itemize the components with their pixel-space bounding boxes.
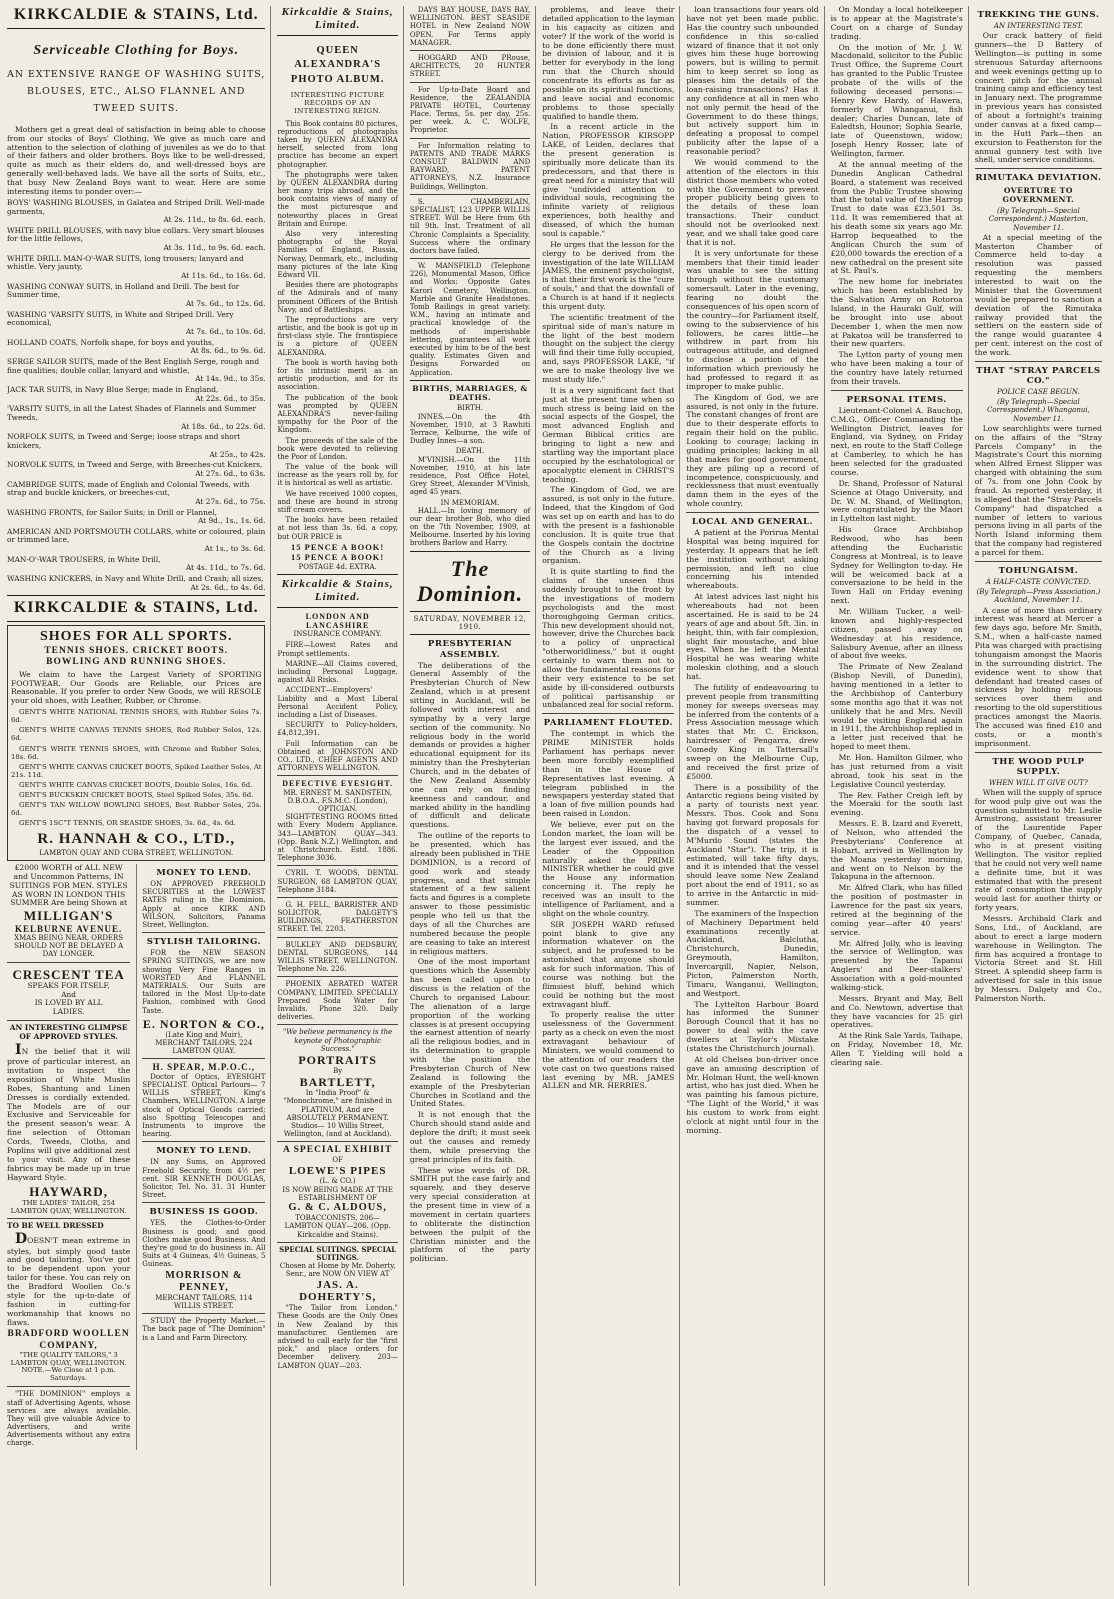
item-price: At 11s. 6d., to 16s. 6d. [181, 271, 266, 281]
item-name: WHITE DRILL BLOUSES, with navy blue collars. Very smart blouses for the little fellows, [7, 225, 265, 244]
parliament-flouted-article [542, 730, 674, 1091]
c1-spear-text: Doctor of Optics, EYESIGHT SPECIALIST. Optical Parlours— 7 WILLIS STREET, King's Chambers, WELLINGTON. A large stock of Optical Goods carried; also Spotting Telescopes and Instruments to improve the hearing. [142, 1072, 266, 1139]
insurance-item: ACCIDENT—Employers' Liability and a Most Liberal Personal Accident Policy, including a List of Diseases. [277, 686, 398, 719]
guns-text: Our crack battery of field gunners—the D Battery of Wellington—is putting in some strenuous Saturday afternoons and week evenings getting up to concert pitch for the annual training camp and efficiency test in January next. The programme in previous years has consisted of about a fortnight's training under canvas at a fixed camp—in the Hutt Park—then an excursion to Featherston for the annual gunnery test with live shell, under service conditions. [974, 31, 1103, 165]
zealandia-advert: For Up-to-Date Board and Residence, the ZEALANDIA PRIVATE HOTEL, Courtenay Place. Terms, 5s. per day, 25s. per week. A. C. WOLFE, Proprietor. [409, 85, 531, 135]
c1-money-label: MONEY TO LEND. [156, 867, 252, 878]
bradford-address: "THE QUALITY TAILORS," 3 LAMBTON QUAY, WELLINGTON. NOTE.—We Close at 1 p.m. Saturdays. [10, 1350, 127, 1383]
hayward-address: THE LADIES' TAILOR, 254 LAMBTON QUAY, WELLINGTON. [10, 1198, 127, 1215]
shoe-item: GENT'S TAN WILLOW BOWLING SHOES, Best Rubber Soles, 25s. 6d. [11, 801, 262, 818]
fell-solicitor: G. H. FELL, BARRISTER AND SOLICITOR, DALGETY'S BUILDINGS, FEATHERSTON STREET. Tel. 2203. [277, 900, 398, 934]
c1-morrison-name: MORRISON & PENNEY, [165, 1270, 243, 1294]
item-name: HOLLAND COATS, Norfolk shape, for boys and youths, [7, 337, 215, 347]
births-head: BIRTHS, MARRIAGES, & DEATHS. [412, 383, 528, 402]
c1-tailoring-label: STYLISH TAILORING. [146, 937, 261, 948]
insurance-items [277, 641, 397, 772]
bartlett-name: BARTLETT, [299, 1075, 376, 1090]
article-paragraph: problems, and leave their detailed application to the layman in his capacity as citizen and voter? If the work of the world is to be done efficiently there must be division of labour, and it is better for everybody in the long run that the Church should concentrate its efforts as far as possible on its spiritual functions, and leave social and economic problems to those specially qualified to handle them. [542, 6, 675, 121]
kirkcaldie-brand: KIRKCALDIE & STAINS, Ltd. [13, 6, 259, 23]
personal-item: The Rev. Father Creigh left by the Moeraki for the south last evening. [830, 790, 963, 818]
price-list-item [7, 433, 265, 459]
item-name: WHITE DRILL MAN-O'-WAR SUITS, long trousers; lanyard and whistle. Very jaunty, [7, 253, 244, 272]
clothing-price-list [7, 199, 265, 593]
price-list-item [7, 283, 265, 309]
crescent-line-2: And [61, 989, 77, 999]
wood-pulp-text: When will the supply of spruce for wood pulp give out was the question submitted to Mr. Leslie Armstrong, assistant treasurer of the Laurentide Paper Company, of Quebec, Canada, who is at present visiting Wellington. The visitor replied that he could not very well name a definite time, but it was estimated that with the present rate of consumption the supply would last for another thirty or forty years. [974, 787, 1103, 913]
column-5 [686, 6, 824, 1586]
local-item: At the annual meeting of the Dunedin Anglican Cathedral Board, a statement was received from the Public Trustee showing that the total value of the Harrop Trust to date was £23,501 3s. 11d. It was remembered that at his death some six years ago Mr. Harrop bequeathed to the Anglican Church the sum of £20,000 towards the erection of a new cathedral on the present site at St. Paul's. [830, 159, 963, 276]
article-paragraph: The deliberations of the General Assembly of the Presbyterian Church of New Zealand, which is at present sitting in Auckland, will be followed with interest and sympathy by a very large section of the community. No religious body in the world demands or provides a higher educational equipment for its ministry than the Presbyterian Church, and in the debates of the New Zealand Assembly one can rely on finding keenness and candour, and marked ability in the handling of difficult and delicate questions. [409, 660, 531, 830]
price-list-item [7, 199, 265, 225]
local-item: At latest advices last night his whereabouts had not been ascertained. He is said to be 24 years of age and about 5ft. 3in. in height, thin, with fair complexion, slight fair moustache, and blue eyes. When he left the Mental Hospital he was wearing white moleskin clothing, and a slouch hat. [686, 592, 819, 682]
tohungaism-text: A case of more than ordinary interest was heard at Mercer a few days ago, before Mr. Smith, S.M., when a half-caste named Pita was charged with practising tohungaism amongst the Maoris in the surrounding district. The evidence went to show that defendant had treated cases of sickness by holding religious services over them and resorting to the old superstitious practices amongst the Maoris. The accused was fined £10 and costs, or a month's imprisonment. [974, 605, 1103, 748]
shoe-item: GENT'S WHITE TENNIS SHOES, with Chrome and Rubber Soles, 18s. 6d. [11, 744, 262, 761]
overture-text: At a special meeting of the Masterton Chamber of Commerce held to-day a resolution was passed requesting the members interested to wait on the Minister that the Government would be prepared to sanction a deviation of the Rimutaka railway provided that the settlers on the eastern side of the range would guarantee 4 per cent. interest on the cost of the work. [974, 232, 1103, 358]
insurance-item: Full Information can be Obtained at JOHNSTON AND CO., LTD., CHIEF AGENTS AND ATTORNEYS WELLINGTON. [277, 739, 398, 773]
phoenix-water: PHOENIX AERATED WATER COMPANY, LIMITED. SPECIALLY Prepared Soda Water for Invalids. Phone 320. Daily deliveries. [277, 980, 398, 1022]
bradford-name: BRADFORD WOOLLEN COMPANY, [7, 1329, 130, 1351]
item-price: At 7s. 6d., to 12s. 6d. [185, 299, 266, 309]
parcels-text: Low searchlights were turned on the affairs of the "Stray Parcels Company" in the Magistrate's Court this morning when Alfred Ernest Slipper was charged with obtaining the sum of 7s. from one John Cook by fraud. As reported yesterday, it is alleged that the "Stray Parcels Company" had dispatched a number of letters to various persons living in all parts of the North Island informing them that the company had registered a parcel for them. [974, 423, 1103, 558]
item-price: At 27s. 6d., to 75s. [195, 496, 266, 506]
london-lancashire: LONDON AND LANCASHIRE [305, 611, 370, 630]
price-list-item [7, 255, 265, 281]
bartlett-portraits: PORTRAITS [298, 1052, 377, 1067]
presbyterian-article-cont [542, 6, 674, 710]
item-name: NORFOLK SUITS, in Tweed and Serge; loose straps and short knickers, [7, 432, 241, 450]
hayward-name: HAYWARD, [29, 1184, 108, 1200]
crescent-line-4: LADIES. [52, 1006, 85, 1016]
parcels-sub: POLICE CASE BEGUN. [997, 388, 1080, 397]
london-sub: INSURANCE COMPANY. [293, 630, 382, 639]
personal-item: Messrs. E. B. Izard and Everett, of Nelson, who attended the Presbyterians' Conference at Hobart, arrived in Wellington by the Moana yesterday morning, and went on to Nelson by the Takapuna in the afternoon. [830, 819, 963, 882]
bartlett-by: By [333, 1066, 343, 1075]
local-item: There is a possibility of the Antarctic regions being visited by a party of tourists next year. Messrs. Thos. Cook and Sons having got forward proposals for the dispatch of a vessel to M'Murdo Sound (states the Auckland "Star"). The trip, it is estimated, will take fifty days, and it is intended that the vessel should leave some New Zealand port about the end of 1911, so as to arrive in the Antarctic in mid-summer. [686, 782, 819, 907]
shoes-text: We claim to have the Largest Variety of SPORTING FOOTWEAR. Our Goods are Reliable, our Prices are Reasonable. If you prefer to order New Goods, we will RESOLE your old shoes, with Leather, Rubber, or Chrome. [11, 669, 262, 706]
column-3 [410, 6, 536, 1586]
bartlett-quote: "We believe permanency is the keynote of Photographic Success." [282, 1028, 393, 1053]
item-name: 'VARSITY SUITS, in all the Latest Shades of Flannels and Summer Tweeds, [7, 404, 257, 422]
chamberlain-advert: S. CHAMBERLAIN, SPECIALIST, 123 UPPER WILLIS STREET. Will be Here from 6th till 9th. Inst. Treatment of all Chronic Complaints a Speciality. Success where the ordinary doctors have failed. [409, 197, 531, 255]
exhibit-text: IS NOW BEING MADE AT THE ESTABLISHMENT OF [282, 1185, 393, 1202]
album-price-1: 15 PENCE A BOOK! [291, 541, 385, 552]
personal-item: The Primate of New Zealand (Bishop Nevill, of Dunedin), having mentioned in a letter to the Archbishop of Canterbury some months ago that it was not unlikely that he and Mrs. Nevill would be visiting England again in 1911, the Archbishop replied in a letter just received that he hoped to meet them. [830, 662, 963, 752]
c1-money-text: ON APPROVED FREEHOLD SECURITIES at the LOWEST RATES ruling in the Dominion. Apply at once KIRK AND WILSON, Solicitors, Panama Street, Wellington. [142, 880, 266, 929]
insurance-item: SECURITY to Policy-holders, £4,812,391. [277, 721, 398, 738]
eyesight-head: DEFECTIVE EYESIGHT. [282, 779, 394, 789]
newspaper-page [7, 6, 1107, 1586]
wood-pulp-sub: WHEN WILL IT GIVE OUT? [989, 778, 1088, 787]
article-paragraph: The Kingdom of God, we are assured, is not only in the future. The constant changes of front are due to their desperate efforts to regain their hold on the public. Looking to courage; lacking in guiding principles; lacking in all that makes for good government, they are piling up a record of incompetence, conspicuously, and recklessness that must eventually damn them in the eyes of the whole country. [686, 392, 819, 509]
local-item: A patient at the Porirua Mental Hospital was being inquired for yesterday. It appears that he left the institution without asking permission, and left no clue concerning his intended whereabouts. [686, 528, 819, 591]
price-list-item [7, 386, 265, 403]
personal-item: Mr. Hon. Hamilton Gilmer, who has just returned from a visit abroad, took his seat in the Legislative Council yesterday. [830, 753, 963, 789]
parliament-article-cont [686, 6, 818, 509]
item-price: At 8s. 6d., to 9s. 6d. [190, 346, 266, 356]
item-name: NORVOLK SUITS, in Tweed and Serge, with Breeches-cut Knickers, [7, 460, 263, 470]
album-paragraph: The value of the book will increase as the years roll by, for it is historical as well as artistic. [277, 463, 398, 488]
hannah-shoes-advert [7, 625, 265, 861]
item-price: At 9d., 1s., 1s. 6d. [197, 516, 266, 526]
bartlett-studio: Studios— 10 Willis Street, Wellington, (and at Auckland). [283, 1121, 392, 1139]
overture-dateline: (By Telegraph—Special Correspondent.) Masterton, November 11. [988, 207, 1089, 232]
album-paragraph: The books have been retailed at not less than 3s. 6d. a copy, but OUR PRICE is [277, 516, 398, 541]
article-paragraph: The scientific treatment of the spiritual side of man's nature in the light of the best modern thought on the subject the clergy will find their time fully occupied, and, says PROFESSOR LAKE, "if we are to make theology live we must study life." [542, 312, 675, 384]
price-list-item [7, 311, 265, 337]
article-paragraph: It is quite startling to find the claims of the unseen thus suddenly brought to the front by the investigations of modern psychologists and the most thoroughgoing German critics. This new development should not, however, drive the Churches back to a policy of unpractical "otherworldliness," but it ought certainly to warn them not to allow the fundamental reasons for their very existence to be set aside by ill-considered outbursts of political partisanship or unbalanced zeal for social reform. [542, 567, 675, 710]
crescent-line-3: IS LOVED BY ALL [34, 998, 103, 1008]
local-item: The futility of endeavouring to prevent people from transmitting money for sweeps overseas may be inferred from the contents of a Press Association message which states that Mr. C. Erickson, hairdresser of Pengarra, drew Comedy King in Tattersall's sweep on the Melbourne Cup, and received the first prize of £5000. [686, 682, 819, 781]
aldous-address: TOBACCONISTS, 206—LAMBTON QUAY—206. (Opp. Kirkcaldie and Stains). [284, 1214, 391, 1239]
wood-pulp-head: THE WOOD PULP SUPPLY. [992, 756, 1085, 777]
aldous-name: G. & C. ALDOUS, [288, 1201, 387, 1213]
suitings-text: Chosen at Home by Mr. Doherty, Senr., are NOW ON VIEW AT [279, 1262, 396, 1279]
price-list-item [7, 556, 265, 573]
item-price: At 22s. 6d., to 35s. [195, 393, 266, 403]
column-7 [975, 6, 1107, 1586]
parcels-dateline: (By Telegraph—Special Correspondent.) Whanganui, November 11. [986, 398, 1090, 423]
memoriam-notice: HALL.—In loving memory of our dear brother Bob, who died on the 7th November, 1909, at Melbourne. Inserted by his loving brothers Barlow and Harry. [409, 506, 531, 548]
shoe-item: GENT'S WHITE NATIONAL TENNIS SHOES, with Rubber Soles 7s. 6d. [11, 708, 262, 725]
item-name: CAMBRIDGE SUITS, made of English and Colonial Tweeds, with strap and buckle knickers, or breeches-cut, [7, 479, 250, 498]
article-paragraph: We believe, ever put on the London market, the loan will be the largest ever issued, and the Leader of the Opposition naturally asked the PRIME MINISTER whether he could give the House any information concerning it. The reply he received was an insult to the intelligence of Parliament, and a slight on the whole country. [542, 820, 675, 918]
c1-business-text: YES, the Clothes-to-Order Business is good; and good Clothes make good Business. And they're good to do business in. All Suits at 4 Guineas, 4½ Guineas, 5 Guineas. [142, 1219, 266, 1269]
local-item: The examiners of the Inspection of Machinery Department held examinations recently at Auckland, Balclutha, Christchurch, Dunedin, Greymouth, Hamilton, Invercargill, Napier, Nelson, Picton, Palmerston North, Timaru, Wanganui, Wellington, and Westport. [686, 908, 819, 998]
milligan-address: KELBURNE AVENUE. [14, 923, 123, 934]
dominion-staff-note: "THE DOMINION" employs a staff of Advertising Agents, whose services are always available. They will give valuable Advice to Advertisers, and write Advertisements without any extra charge. [7, 1390, 131, 1448]
shoes-subtitle-1: TENNIS SHOES. CRICKET BOOTS. [44, 645, 229, 656]
milligan-name: MILLIGAN'S [23, 908, 114, 924]
item-name: JACK TAR SUITS, in Navy Blue Serge; made in England, [7, 384, 219, 394]
loewe-pipes: LOEWE'S PIPES [288, 1164, 387, 1177]
album-paragraph: Also very interesting photographs of the Royal Families of England, Russia, Norway, Denmark, etc., including many pictures of the late King Edward VII. [277, 230, 398, 279]
article-paragraph: These wise words of DR. SMITH put the case fairly and squarely, and they deserve very special consideration at the present time in view of a movement in certain quarters to obliterate the distinction between the pulpit of the Christian minister and the platform of the party politician. [409, 1165, 531, 1264]
col1-left-adverts [7, 864, 130, 1450]
article-paragraph: The Kingdom of God, we are assured, is not only in the future. Indeed, that the Kingdom of God was set up on earth and has to do with the present is a fashionable conclusion. It is quite true that the Gospels contain the doctrine of the Church as a living organism. [542, 485, 675, 566]
price-list-item [7, 405, 265, 431]
doherty-name: JAS. A. DOHERTY'S, [299, 1278, 377, 1304]
item-price: At 25s., to 42s. [209, 449, 266, 459]
price-list-item [7, 227, 265, 253]
local-item: At old Chelsea bun-driver once gave an amusing description of Mr. Holman Hunt, the well-known artist, who has just died. When he was painting his famous picture, "The Light of the World," it was his custom to work from eight o'clock at night until four in the morning. [686, 1054, 819, 1135]
personal-items [831, 407, 963, 1068]
item-name: WASHING 'VARSITY SUITS, in White and Striped Drill. Very economical, [7, 309, 234, 328]
item-price: At 2s. 6d., to 4s. 6d. [190, 582, 266, 592]
item-name: MAN-O'-WAR TROUSERS, in White Drill, [7, 554, 161, 564]
article-paragraph: It is a very significant fact that just at the present time when so much stress is being laid on the social aspects of the Gospel, the most advanced English and German Biblical critics are bringing to light a new and startling way the important place occupied by the eschatological or apocalyptic element in CHRIST'S teaching. [542, 385, 675, 484]
personal-item: Mr. Alfred Clark, who has filled the position of postmaster in Lawrence for the past six years, retired at the beginning of the coming year—after 40 years' service. [830, 883, 963, 937]
album-paragraph: The proceeds of the sale of the book were devoted to relieving the Poor of London. [277, 436, 398, 461]
item-name: AMERICAN AND PORTSMOUTH COLLARS, white or coloured, plain or trimmed lace, [7, 526, 266, 545]
doherty-text: "The Tailor from London." These Goods are the Only Ones in New Zealand by this manufacturer. Gentlemen are advised to call early for the "first pick," and place orders for December delivery. 203—LAMBTON QUAY—203. [277, 1304, 398, 1370]
tohungaism-dateline: (By Telegraph—Press Association.) Auckland, November 11. [976, 588, 1101, 605]
c1-spear-name: H. SPEAR, M.P.O.C., [152, 1062, 256, 1073]
column-1 [7, 6, 271, 1586]
album-title: QUEEN ALEXANDRA'S PHOTO ALBUM. [290, 44, 385, 86]
bradford-text: DOESN'T mean extreme in styles, but simply good taste and good tailoring. You've got to be dependent upon your tailor for these. You can rely on the Bradford Woollen Co.'s style for the up-to-date of fashion in cutting-for workmanship that knows no flaws. [7, 1231, 131, 1327]
shoe-item: GENT'S WHITE CANVAS CRICKET BOOTS, Double Soles, 16s. 6d. [19, 780, 253, 789]
memoriam-label: IN MEMORIAM. [440, 498, 500, 507]
local-item: The Lytton party of young men who have been making a tour of the country have lately returned from their travels. [830, 350, 963, 386]
suitings-head: SPECIAL SUITINGS. SPECIAL SUITINGS. [279, 1244, 397, 1263]
c1-norton-sub: (Late King and Muir), MERCHANT TAILORS, 224 LAMBTON QUAY. [155, 1030, 253, 1056]
album-paragraph: Besides there are photographs of the Admirals and of many prominent Officers of the British Navy, and of Battleships. [277, 281, 398, 314]
kirkcaldie-album-brand: Kirkcaldie & Stains, Limited. [281, 6, 394, 31]
column-2 [277, 6, 403, 1586]
personal-item: Lieutenant-Colonel A. Bauchop, C.M.G., Officer Commanding the Wellington District, leaves for England, via Sydney, on Friday next, en route to the Staff College at Camberley, to which he has been selected for the graduated course. [830, 405, 963, 477]
death-label: DEATH. [455, 447, 485, 456]
crescent-line-1: SPEAKS FOR ITSELF, [27, 980, 110, 990]
album-postage: POSTAGE 4d. EXTRA. [298, 562, 377, 571]
price-list-item [7, 339, 265, 356]
bartlett-finish: In "India Proof" & "Monochrome," are finished in PLATINUM, And are ABSOLUTELY PERMANENT. [283, 1089, 393, 1122]
personal-item: Dr. Shand, Professor of Natural Science at Otago University, and Dr. W. M. Shand, of Wellington, were congratulated by the Maori in Lyttelton last night. [830, 478, 963, 524]
item-name: WASHING CONWAY SUITS, in Holland and Drill. The best for Summer time, [7, 281, 240, 300]
c1-money-text-2: IN any Sums, on Approved Freehold Security, from 4½ per cent. SIR KENNETH DOUGLAS, Solicitor, Tel. No. 31. 31 Hunter Street. [142, 1158, 266, 1200]
milligan-note: XMAS BEING NEAR, ORDERS SHOULD NOT BE DELAYED A DAY LONGER. [14, 934, 124, 959]
bradford-head: TO BE WELL DRESSED [7, 1221, 104, 1231]
item-name: WASHING KNICKERS, in Navy and White Drill, and Crash; all sizes, [7, 574, 264, 584]
personal-item: His Grace Archbishop Redwood, who has been attending the Eucharistic Congress at Montreal, is to leave Sydney for Wellington to-day. He will be welcomed back at a conversazione to be held in the Town Hall on Friday evening next. [830, 525, 963, 606]
item-name: BOYS' WASHING BLOUSES, in Galatea and Striped Drill. Well-made garments, [7, 197, 265, 216]
item-price: At 14s. 9d., to 35s. [195, 374, 266, 384]
buckley-dentist: BULKLEY AND DEDSBURY, DENTAL SURGEONS, 144 WILLIS STREET, WELLINGTON. Telephone No. 226. [277, 940, 398, 974]
price-list-item [7, 509, 265, 526]
optician-name: MR. ERNEST M. SANDSTEIN, D.B.O.A., F.S.M.C. (London), OPTICIAN. [283, 788, 392, 814]
woods-dentist: CYRIL T. WOODS, DENTAL SURGEON, 68 LAMBTON QUAY, Telephone 3184. [277, 869, 398, 894]
item-price: At 2s. 11d., to 8s. 6d. each. [163, 215, 266, 225]
tohungaism-sub: A HALF-CASTE CONVICTED. [985, 577, 1091, 586]
price-list-item [7, 528, 265, 554]
crescent-tea: CRESCENT TEA [12, 966, 125, 982]
kirkcaldie-brand-3: Kirkcaldie & Stains, Limited. [281, 577, 394, 603]
mansfield-advert: W. MANSFIELD (Telephone 226), Monumental Mason, Office and Works: Opposite Gates Karori Cemetery, Wellington. Marble and Granite Headstones. Tomb Railings in great variety. W.M., having an intimate and practical knowledge of the methods of imperishable lettering, guarantees all work executed by him to be of the best quality. Estimates Given and Designs Forwarded on Application. [409, 262, 531, 377]
exhibit-head: A SPECIAL EXHIBIT [282, 1145, 393, 1156]
overture-head: OVERTURE TO GOVERNMENT. [1002, 186, 1075, 205]
kirkcaldie-brand-2: KIRKCALDIE & STAINS, Ltd. [13, 599, 259, 617]
presbyterian-article [410, 662, 530, 1265]
article-paragraph: SIR JOSEPH WARD refused point blank to give any information whatever on the subject, and he professed to be astonished that anyone should ask for such information. This of course was nothing but the flimsiest bluff, behind which could be nothing but the most extravagant bluff. [542, 919, 675, 1009]
album-paragraph: The publication of the book was prompted by QUEEN ALEXANDRA'S never-failing sympathy for the Poor of the Kingdom. [277, 393, 398, 435]
article-paragraph: loan transactions four years old have not yet been made public. Has the country such unbounded confidence in this so-called wizard of finance that it not only gives him these huge borrowing powers, but is willing to permit him to keep secret so long as pleases him the details of the loan-raising transactions? Has it any confidence at all in men who not only permit the head of the Government to do these things, but actively support him in defeating a proposal to compel publicity after the lapse of a reasonable period? [686, 6, 819, 156]
article-paragraph: To properly realise the utter uselessness of the Government party as a check on even the most extravagant behaviour of Ministers, we would commend to the attention of our readers the vote cast on two questions raised last evening by MR. JAMES ALLEN and MR. HERRIES. [542, 1010, 675, 1091]
c1-tailoring-text: FOR the NEW SEASON SPRING SUITINGS, we are now showing Very Fine Ranges in WORSTED And FLANNEL MATERIALS. Our Suits are tailored in the Most Up-to-date Fashion, combined with Good Taste. [142, 949, 266, 1015]
birth-label: BIRTH. [456, 404, 484, 413]
presbyterian-head: PRESBYTERIAN ASSEMBLY. [427, 639, 513, 660]
item-price: At 4s. 11d., to 7s. 6d. [185, 563, 266, 573]
boys-clothing-intro: Mothers get a great deal of satisfaction in being able to choose from our stocks of Boys' Clothing. We give as much care and attention to the selection of clothing of juveniles as we do to that of their fathers and older brothers. Boys like to be well-dressed, quite as much as their elders do, and well-dressed boys are generally well-behaved lads. We have all the sorts of Suits, etc., that busy New Zealand Boys want to wear. Here are some interesting items to ponder over:— [7, 124, 266, 196]
shoe-item: GENT'S WHITE CANVAS CRICKET BOOTS, Spiked Leather Soles, At 21s. 11d. [11, 762, 262, 779]
hannah-address: LAMBTON QUAY AND CUBA STREET, WELLINGTON. [39, 848, 234, 857]
album-subtitle: INTERESTING PICTURE RECORDS OF AN INTERESTING REIGN. [290, 90, 385, 115]
item-price: At 18s. 6d., to 22s. 6d. [181, 421, 266, 431]
album-price-2: 15 PENCE A BOOK! [291, 551, 385, 562]
c1-money-label-2: MONEY TO LEND. [156, 1146, 252, 1157]
c1-norton-name: E. NORTON & CO., [142, 1016, 265, 1031]
shoe-item: GENT'S 1SC"T TENNIS, OR SEASIDE SHOES, 3s. 6d., 4s. 6d. [19, 819, 236, 828]
article-paragraph: It is very unfortunate for these members that their timid leader was unable to see the sitting through without the customary somersault. Later in the evening, fearing no doubt the consequences of his open scorn of the country—for Parliament itself, owing to the subservience of his followers, he cares little—he withdrew in part from his outrageous attitude, and deigned to disclose a portion of the information which previously he had professed to regard it as improper to make public. [686, 248, 819, 391]
price-list-item [7, 481, 265, 507]
hayward-head: AN INTERESTING GLIMPSE OF APPROVED STYLES. [9, 1023, 128, 1042]
shoe-price-list [11, 708, 261, 827]
personal-item: Mr. Alfred Jolly, who is leaving the service of Wellington, was presented by the Tapanui Anglers' and Deer-stalkers' Association with a gold-mounted walking-stick. [830, 938, 963, 992]
article-paragraph: We would commend to the attention of the electors in this district those members who voted with the Government to prevent proper publicity being given to the details of these loan transactions. Their conduct should not be overlooked next year, and we shall take good care that it is not. [686, 157, 819, 247]
c1-business-label: BUSINESS IS GOOD. [149, 1207, 259, 1218]
c1-study-note: STUDY the Property Market.—The back page of "The Dominion" is a Land and Farm Directory. [142, 1317, 266, 1342]
local-general-items [686, 529, 818, 1136]
local-item: On Monday a local hotelkeeper is to appear at the Magistrate's Court on a charge of Sunday trading. [830, 6, 963, 41]
article-paragraph: He urges that the lesson for the clergy to be derived from the investigation of the late WILLIAM JAMES, the eminent psychologist, is that their first work is the "cure of souls," and that the downfall of a Church is at hand if it neglects this urgent duty. [542, 239, 675, 311]
milligan-advert-text: £2000 WORTH of ALL NEW and Uncommon Patterns, IN SUITINGS FOR MEN. STYLES AS WORN IN LONDON THIS SUMMER Are being Shown at [9, 862, 128, 908]
item-name: WASHING FRONTS, for Sailor Suits; in Drill or Flannel, [7, 507, 217, 517]
insurance-item: FIRE—Lowest Rates and Prompt settlements. [277, 641, 398, 658]
c1-morrison-sub: MERCHANT TAILORS, 114 WILLIS STREET. [155, 1293, 253, 1311]
item-price: At 7s. 6d., to 10s. 6d. [185, 327, 266, 337]
article-paragraph: One of the most important questions which the Assembly has been called upon to discuss is the relation of the Church to organised Labour. The alienation of a large proportion of the working classes is at present occupying the earnest attention of nearly all the religious bodies, and in its determination to grapple with the position the Presbyterian Church of New Zealand is following the example of the Presbyterian Churches in Scotland and the United States. [409, 957, 531, 1109]
album-paragraph: We have received 1000 copies, and these are bound in strong stiff cream covers. [277, 489, 398, 515]
price-list-item [7, 461, 265, 478]
item-name: SERGE SAILOR SUITS, made of the Best English Serge, rough and fine qualities; double collar, lanyard and whistle, [7, 357, 260, 375]
item-price: At 1s., to 3s. 6d. [204, 544, 266, 554]
dominion-masthead: The Dominion. [416, 555, 524, 607]
local-general-head: LOCAL AND GENERAL. [691, 517, 814, 527]
patents-advert: For Information relating to PATENTS AND TRADE MARKS CONSULT BALDWIN AND RAYWARD, PATENT ATTORNEYS, N.Z. Insurance Buildings, Wellington. [409, 141, 531, 191]
album-paragraph: This Book contains 80 pictures, reproductions of photographs taken by QUEEN ALEXANDRA herself, selected from long practice has become an expert photographer. [277, 119, 398, 169]
price-list-item [7, 358, 265, 384]
article-paragraph: The contempt in which the PRIME MINISTER holds Parliament has perhaps never been more forcibly exemplified than in the House of Representatives last evening. A telegram published in the newspapers yesterday stated that a loan of five million pounds had been raised in London. [542, 729, 675, 819]
exhibit-of: OF [332, 1156, 343, 1165]
personal-item: Messrs. Bryant and May, Bell and Co. Newtown, advertise that they have vacancies for 25 girl operatives. [830, 993, 963, 1030]
hoggard-advert: HOGGARD AND PRouse, ARCHITECTS, 20 HUNTER STREET. [409, 53, 531, 79]
shoe-item: GENT'S WHITE CANVAS TENNIS SHOES, Red Rubber Soles, 12s. 6d. [11, 726, 262, 743]
birth-notice: INNES.—On the 4th November, 1910, at 3 Rawhiti Terrace, Kelburne, the wife of Dudley Innes—a son. [409, 412, 531, 446]
price-list-item [7, 575, 265, 592]
days-bay-advert: DAYS BAY HOUSE, DAYS BAY, WELLINGTON. BEST SEASIDE HOTEL in New Zealand NOW OPEN. For Terms apply MANAGER. [409, 6, 531, 47]
item-price: At 27s. 6d., to 63s. [195, 468, 266, 478]
death-notice: M'VINISH.—On the 11th November, 1910, at his late residence, Post Office Hotel, Grey Street, Alexander M'Vinish, aged 45 years. [409, 455, 531, 497]
local-item: On the motion of Mr. J. W. Macdonald, solicitor to the Public Trust Office, the Supreme Court has granted to the Public Trustee probate of the wills of the following deceased persons:—Henry Kew Hardy, of Hawera, formerly of Whanganui, fish dealer; Charles Duncan, late of Ealedtsh, Hounor; Sophia Searle, late of Queenstown, widow; Joseph Henry Rosser, late of Wellington, farmer. [830, 42, 963, 158]
optician-text: SIGHT-TESTING ROOMS fitted with Every Modern Appliance. 343—LAMBTON QUAY—343. (Opp. Bank N.Z.) Wellington, and at Christchurch. Estd. 1886. Telephone 3036. [277, 813, 398, 863]
col1-right-adverts [136, 864, 265, 1450]
rimutaka-head: RIMUTAKA DEVIATION. [975, 173, 1102, 184]
hannah-name: R. HANNAH & CO., LTD., [37, 831, 236, 848]
shoes-subtitle-2: BOWLING AND RUNNING SHOES. [46, 656, 227, 667]
tohungaism-head: TOHUNGAISM. [998, 565, 1079, 576]
personal-items-head: PERSONAL ITEMS. [846, 394, 947, 405]
loewe-co: (L. & CO.) [319, 1177, 356, 1186]
parcels-head: THAT "STRAY PARCELS CO." [976, 365, 1101, 387]
personal-item: Mr. William Tucker, a well-known and highly-respected citizen, passed away on Wednesday at his residence, Salisbury Avenue, after an illness of about five weeks. [830, 607, 963, 661]
parliament-flouted-head: PARLIAMENT FLOUTED. [543, 718, 673, 729]
album-paragraph: The photographs were taken by QUEEN ALEXANDRA during her many trips abroad, and the book contains views of many of the most picturesque and noteworthy places in Great Britain and Europe. [277, 170, 398, 228]
personal-item: At the Rink Sale Yards, Taihape, on Friday, November 18, Mr. Allen T. Yielding will hold a clearing sale. [830, 1031, 963, 1067]
article-paragraph: In a recent article in the Nation, PROFESSOR KIRSOPP LAKE, of Leiden, declares that the present generation is spiritually more delicate than its predecessors, and that there is great need for a ministry that will give "undivided attention to individual souls, recognising the infinite variety of religious experiences, both healthy and diseased, of which the human soul is capable." [542, 122, 675, 238]
local-item: The Lyttelton Harbour Board has informed the Sumner Borough Council that it has no power to deal with the cave dwellers at Taylor's Mistake (states the Christchurch journal). [686, 999, 819, 1053]
album-paragraph: The reproductions are very artistic, and the book is got up in first-class style. The frontispiece is a picture of QUEEN ALEXANDRA. [277, 315, 398, 357]
hayward-text: IN the belief that it will prove of particular interest, an invitation to inspect the exposition of White Muslin Robes, Shantung and Linen Dresses is cordially extended. The Models are of our Exclusive and Serviceable for the present season's wear. A fine selection of Ottoman Cords, Tweeds, Cloths, and Poplins will give additional zest to your visit. Any of these fabrics may be made up in true Hayward Style. [7, 1041, 131, 1182]
shoe-item: GENT'S BUCKSKIN CRICKET BOOTS, Steel Spiked Soles, 35s. 6d. [19, 790, 254, 799]
album-paragraph: The book is worth having both for its intrinsic merit as an artistic production, and for its association. [277, 358, 398, 392]
article-paragraph: It is not enough that the Church should stand aside and deplore the drift; it must seek out the causes and remedy them, while preserving the great principles of its faith. [409, 1110, 531, 1164]
item-price: At 3s. 11d., to 9s. 6d. each. [163, 243, 266, 253]
sales-notes: Messrs. Archibald Clark and Sons, Ltd., of Auckland, are about to erect a large modern warehouse in Wellington. The firm has acquired a frontage to Victoria Street and St. Hill Street. A splendid sheep farm is advertised for sale in this issue by Messrs. Dalgety and Co., Palmerston North. [974, 914, 1103, 1003]
local-general-cont [831, 6, 963, 387]
album-description [277, 120, 397, 541]
guns-sub: AN INTERESTING TEST. [993, 22, 1083, 31]
issue-date: SATURDAY, NOVEMBER 12, 1910. [413, 615, 527, 632]
column-6 [831, 6, 969, 1586]
article-paragraph: The outline of the reports to be presented, which has already been published in THE DOMINION, is a record of good work and steady progress, and that simple statement of a few salient facts and figures is a complete answer to those pessimistic people who tell us that the days of all the Churches are numbered because the people are ceasing to take an interest in religious matters. [409, 831, 531, 956]
shoes-title: SHOES FOR ALL SPORTS. [40, 629, 233, 645]
insurance-item: MARINE—All Claims covered, including Personal Luggage, against All Risks. [277, 659, 398, 685]
column-4 [542, 6, 680, 1586]
boys-clothing-headline: Serviceable Clothing for Boys. [33, 42, 240, 58]
guns-head: TREKKING THE GUNS. [977, 10, 1100, 20]
washing-suits-subhead: AN EXTENSIVE RANGE OF WASHING SUITS, BLOUSES, ETC., ALSO FLANNEL AND TWEED SUITS. [7, 69, 266, 114]
local-item: The new home for inebriates which has been established by the Salvation Army on Rotoroa Island, in the Hauraki Gulf, will be brought into use about December 1, when the men now at Pakatoa will be transferred to their new quarters. [830, 277, 963, 349]
